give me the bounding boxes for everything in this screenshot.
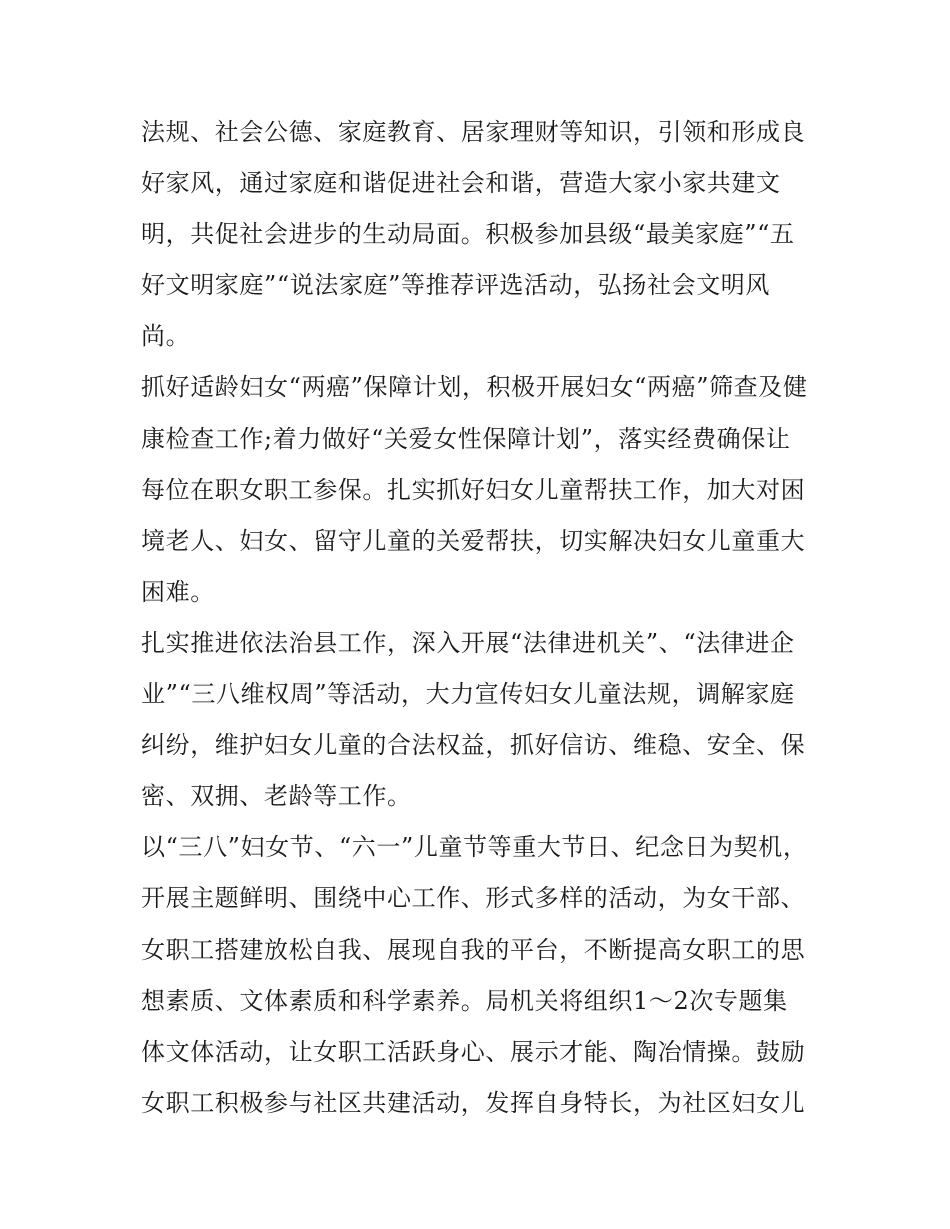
text-line: 开展主题鲜明、围绕中心工作、形式多样的活动，为女干部、: [141, 884, 806, 913]
text-line: 密、双拥、老龄等工作。: [141, 782, 412, 811]
text-line: 女职工搭建放松自我、展现自我的平台，不断提高女职工的思: [141, 935, 806, 964]
text-line: 境老人、妇女、留守儿童的关爱帮扶，切实解决妇女儿童重大: [141, 526, 806, 555]
text-line: 女职工积极参与社区共建活动，发挥自身特长，为社区妇女儿: [141, 1088, 806, 1117]
text-line: 尚。: [141, 322, 191, 351]
text-line: 好家风，通过家庭和谐促进社会和谐，营造大家小家共建文: [141, 169, 781, 198]
text-line: 明，共促社会进步的生动局面。积极参加县级“最美家庭”“五: [141, 220, 795, 249]
text-line: 以“三八”妇女节、“六一”儿童节等重大节日、纪念日为契机，: [141, 833, 808, 862]
text-line: 体文体活动，让女职工活跃身心、展示才能、陶冶情操。鼓励: [141, 1037, 806, 1066]
text-line: 想素质、文体素质和科学素养。局机关将组织1～2次专题集: [141, 986, 788, 1015]
document-body-text: [141, 107, 821, 1129]
text-line: 纠纷，维护妇女儿童的合法权益，抓好信访、维稳、安全、保: [141, 731, 806, 760]
text-line: 康检查工作;着力做好“关爱女性保障计划”，落实经费确保让: [141, 424, 791, 453]
text-line: 每位在职女职工参保。扎实抓好妇女儿童帮扶工作，加大对困: [141, 475, 806, 504]
text-line: 困难。: [141, 577, 215, 606]
text-line: 好文明家庭”“说法家庭”等推荐评选活动，弘扬社会文明风: [141, 271, 771, 300]
text-line: 法规、社会公德、家庭教育、居家理财等知识，引领和形成良: [141, 118, 806, 146]
text-line: 扎实推进依法治县工作，深入开展“法律进机关”、“法律进企: [141, 628, 795, 657]
text-line: 业”“三八维权周”等活动，大力宣传妇女儿童法规，调解家庭: [141, 680, 795, 709]
text-line: 抓好适龄妇女“两癌”保障计划，积极开展妇女“两癌”筛查及健: [141, 373, 808, 402]
